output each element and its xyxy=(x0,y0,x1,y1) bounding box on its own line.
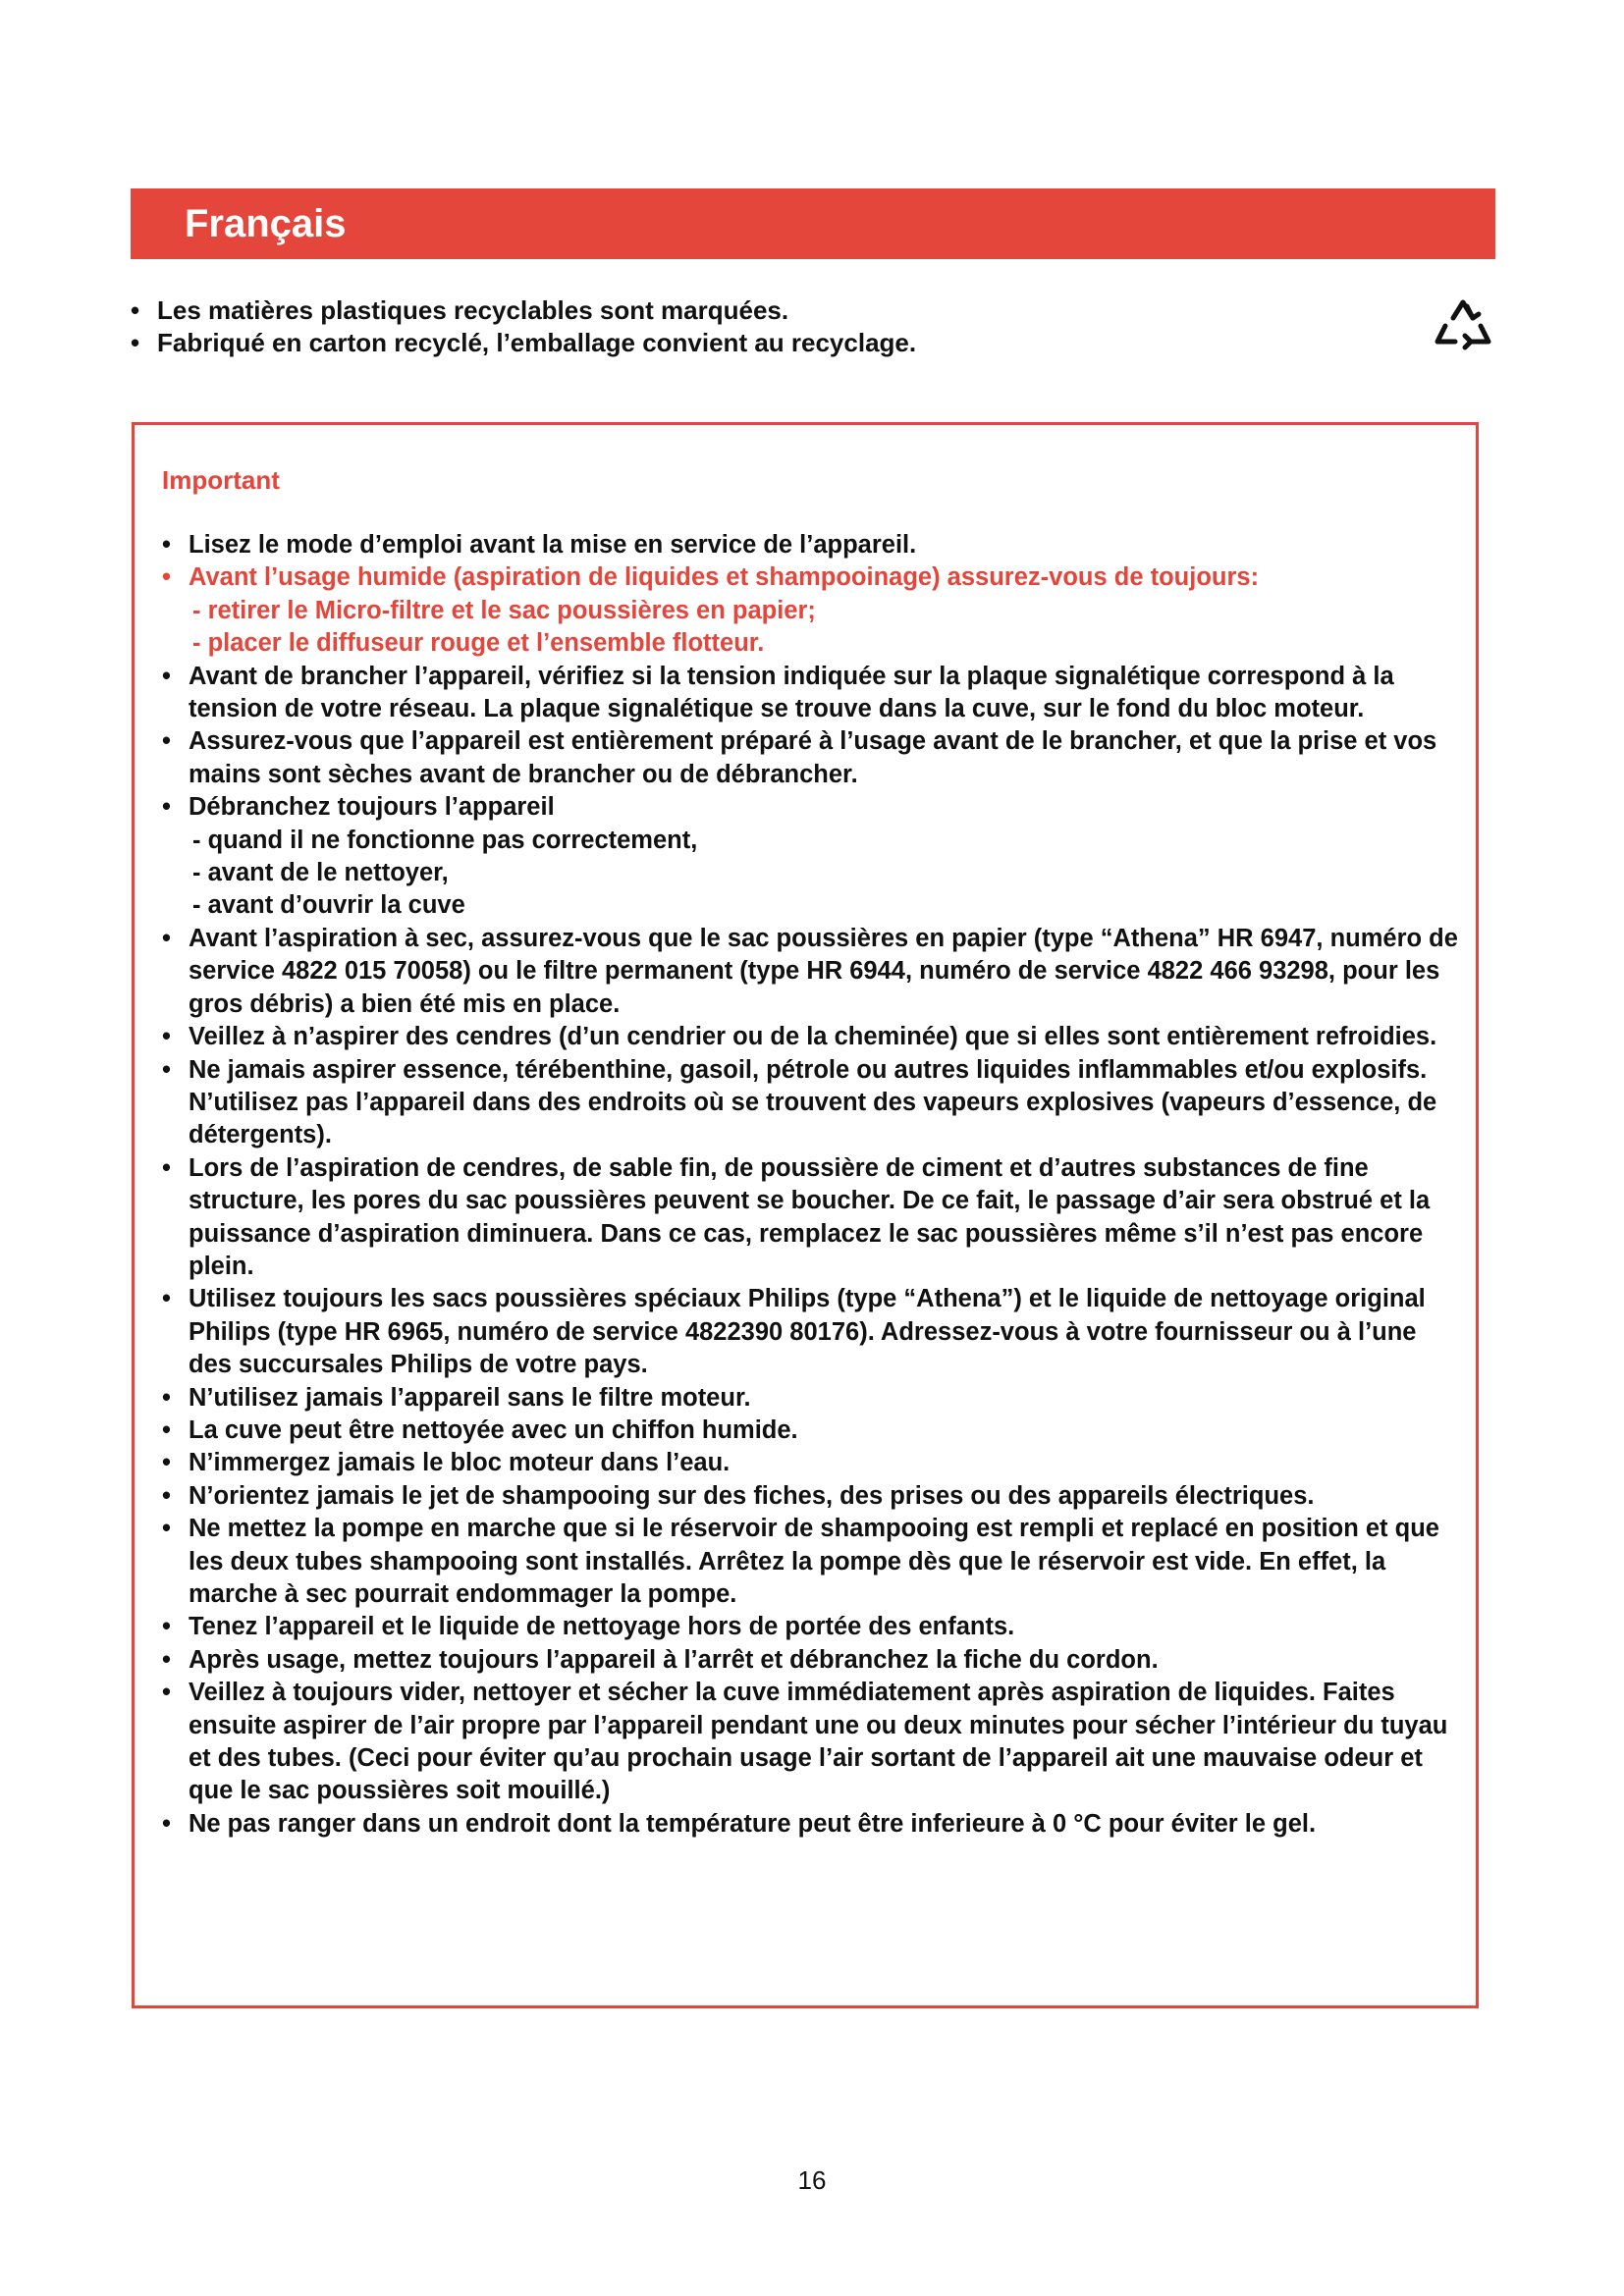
important-box xyxy=(132,422,1479,2008)
bullet-icon: • xyxy=(162,727,171,756)
warning-item xyxy=(162,1480,1458,1513)
important-title: Important xyxy=(162,465,280,495)
warning-text: Ne mettez la pompe en marche que si le réservoir de shampooing est rempli et replacé en position et que les deux tubes shampooing sont installés. Arrêtez la pompe dès que le réservoir est vide. En effet, la marche à sec pourrait endommager la pompe. xyxy=(189,1515,1439,1608)
bullet-icon: • xyxy=(162,531,171,559)
warning-text: N’immergez jamais le bloc moteur dans l’eau. xyxy=(189,1449,731,1477)
warning-text: Avant de brancher l’appareil, vérifiez si la tension indiquée sur la plaque signalétique correspond à la tension de votre réseau. La plaque signalétique se trouve dans la cuve, sur le fond du bloc moteur. xyxy=(189,662,1394,723)
warning-item xyxy=(162,1644,1458,1677)
warning-subitem: - quand il ne fonctionne pas correctement, xyxy=(192,826,698,854)
warning-text: Après usage, mettez toujours l’appareil à l’arrêt et débranchez la fiche du cordon. xyxy=(189,1645,1159,1674)
warning-item xyxy=(162,1611,1458,1643)
warning-subitem: - avant de le nettoyer, xyxy=(192,859,449,887)
bullet-icon: • xyxy=(162,1809,171,1838)
bullet-icon: • xyxy=(162,924,171,952)
bullet-icon: • xyxy=(162,1285,171,1313)
intro-item xyxy=(131,327,916,359)
warning-subitem: - placer le diffuseur rouge et l’ensemble flotteur. xyxy=(192,629,765,658)
language-title: Français xyxy=(185,202,347,245)
warning-item xyxy=(162,1283,1458,1381)
warning-item xyxy=(162,1808,1458,1841)
intro-list xyxy=(131,294,916,359)
warning-item xyxy=(162,1152,1458,1284)
warning-text: N’utilisez jamais l’appareil sans le filtre moteur. xyxy=(189,1383,751,1412)
bullet-icon: • xyxy=(162,793,171,822)
recycle-icon xyxy=(1432,296,1494,359)
bullet-icon: • xyxy=(162,1645,171,1674)
bullet-icon: • xyxy=(162,1023,171,1051)
warning-subitem: - avant d’ouvrir la cuve xyxy=(192,891,465,920)
warning-item xyxy=(162,923,1458,1021)
warning-item xyxy=(162,791,1458,923)
bullet-icon: • xyxy=(162,1679,171,1707)
warning-item xyxy=(162,1513,1458,1611)
bullet-icon: • xyxy=(162,1415,171,1444)
warning-text: Lors de l’aspiration de cendres, de sable fin, de poussière de ciment et d’autres substances de fine structure, les pores du sac poussières peuvent se boucher. De ce fait, le passage d’air sera obstrué et la puissance d’aspiration diminuera. Dans ce cas, remplacez le sac poussières même s’il n’est pas encore plein. xyxy=(189,1153,1431,1280)
bullet-icon: • xyxy=(162,563,171,592)
warning-item xyxy=(162,661,1458,726)
warning-item-highlight xyxy=(162,561,1458,660)
warning-text: Avant l’usage humide (aspiration de liquides et shampooinage) assurez-vous de toujours: xyxy=(189,563,1260,592)
bullet-icon: • xyxy=(162,1153,171,1182)
page-number: 16 xyxy=(797,2165,827,2195)
intro-text: Les matières plastiques recyclables sont marquées. xyxy=(157,295,789,325)
bullet-icon: • xyxy=(162,662,171,690)
warning-item xyxy=(162,1677,1458,1808)
warning-text: Avant l’aspiration à sec, assurez-vous que le sac poussières en papier (type “Athena” HR 6947, numéro de service 4822 015 70058) ou le filtre permanent (type HR 6944, numéro de service 4822 466 93298, pour les gros débris) a bien été mis en place. xyxy=(189,924,1458,1018)
warning-text: Ne jamais aspirer essence, térébenthine, gasoil, pétrole ou autres liquides inflammables et/ou explosifs. N’utilisez pas l’appareil dans des endroits où se trouvent des vapeurs explosives (vapeurs d’essence, de détergents). xyxy=(189,1055,1437,1149)
warning-text: Utilisez toujours les sacs poussières spéciaux Philips (type “Athena”) et le liquide de nettoyage original Philips (type HR 6965, numéro de service 4822390 80176). Adressez-vous à votre fournisseur ou à l’une des succursales Philips de votre pays. xyxy=(189,1285,1426,1379)
warning-text: Veillez à n’aspirer des cendres (d’un cendrier ou de la cheminée) que si elles sont entièrement refroidies. xyxy=(189,1023,1437,1051)
warning-item xyxy=(162,529,1458,561)
bullet-icon: • xyxy=(131,328,140,357)
warning-item xyxy=(162,1447,1458,1479)
intro-item xyxy=(131,294,916,327)
warnings-list xyxy=(162,529,1458,1841)
warning-item xyxy=(162,1054,1458,1152)
bullet-icon: • xyxy=(162,1481,171,1510)
warning-text: Lisez le mode d’emploi avant la mise en service de l’appareil. xyxy=(189,531,917,559)
bullet-icon: • xyxy=(162,1055,171,1084)
warning-text: Ne pas ranger dans un endroit dont la température peut être inferieure à 0 °C pour éviter le gel. xyxy=(189,1809,1317,1838)
bullet-icon: • xyxy=(162,1515,171,1543)
bullet-icon: • xyxy=(162,1449,171,1477)
warning-text: N’orientez jamais le jet de shampooing sur des fiches, des prises ou des appareils électriques. xyxy=(189,1481,1315,1510)
warning-item xyxy=(162,725,1458,791)
warning-item xyxy=(162,1415,1458,1447)
warning-text: Assurez-vous que l’appareil est entièrement préparé à l’usage avant de le brancher, et que la prise et vos mains sont sèches avant de brancher ou de débrancher. xyxy=(189,727,1437,788)
warning-text: Tenez l’appareil et le liquide de nettoyage hors de portée des enfants. xyxy=(189,1613,1015,1641)
warning-item xyxy=(162,1382,1458,1415)
warning-item xyxy=(162,1021,1458,1053)
bullet-icon: • xyxy=(162,1613,171,1641)
language-header-bar xyxy=(131,188,1495,259)
warning-text: Veillez à toujours vider, nettoyer et sécher la cuve immédiatement après aspiration de liquides. Faites ensuite aspirer de l’air propre par l’appareil pendant une ou deux minutes pour sécher l’intérieur du tuyau et des tubes. (Ceci pour éviter qu’au prochain usage l’air sortant de l’appareil ait une mauvaise odeur et que le sac poussières soit mouillé.) xyxy=(189,1679,1448,1805)
warning-text: Débranchez toujours l’appareil xyxy=(189,793,555,822)
bullet-icon: • xyxy=(131,295,140,325)
warning-subitem: - retirer le Micro-filtre et le sac poussières en papier; xyxy=(192,596,816,624)
intro-text: Fabriqué en carton recyclé, l’emballage convient au recyclage. xyxy=(157,328,917,357)
bullet-icon: • xyxy=(162,1383,171,1412)
warning-text: La cuve peut être nettoyée avec un chiffon humide. xyxy=(189,1415,798,1444)
